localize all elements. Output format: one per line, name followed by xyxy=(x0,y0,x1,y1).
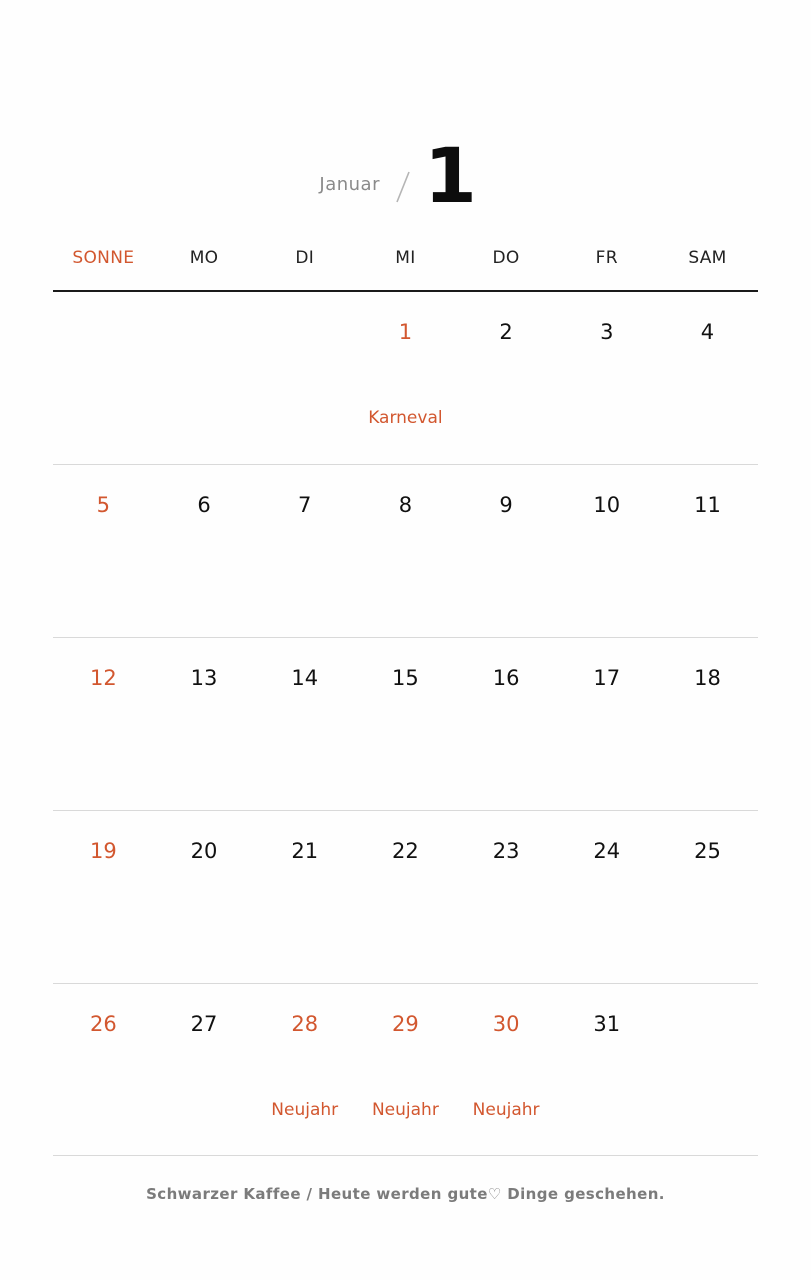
day-cell xyxy=(657,638,758,810)
day-cell xyxy=(53,984,154,1155)
day-cell xyxy=(456,638,557,810)
day-number: 29 xyxy=(392,1012,419,1036)
day-cell xyxy=(456,465,557,637)
day-cell xyxy=(556,292,657,464)
month-name: Januar xyxy=(319,174,380,195)
day-cell xyxy=(556,811,657,983)
day-cell xyxy=(456,984,557,1155)
day-cell xyxy=(254,465,355,637)
day-cell xyxy=(254,984,355,1155)
day-number: 19 xyxy=(89,839,117,863)
day-number: 20 xyxy=(190,839,218,863)
slash-separator xyxy=(395,170,411,204)
empty-day-cell xyxy=(53,292,154,464)
calendar-header xyxy=(0,131,811,220)
day-number: 15 xyxy=(392,666,419,690)
day-cell xyxy=(254,811,355,983)
day-number: 27 xyxy=(190,1012,218,1036)
day-number: 10 xyxy=(593,493,621,517)
day-number: 14 xyxy=(291,666,319,690)
weekday-friday: FR xyxy=(595,248,618,268)
footer-tagline: Schwarzer Kaffee / Heute werden gute♡ Dinge geschehen. xyxy=(146,1185,665,1203)
day-number: 18 xyxy=(694,666,721,690)
day-cell xyxy=(355,465,456,637)
day-number: 22 xyxy=(392,839,419,863)
week-row xyxy=(53,292,758,465)
day-cell xyxy=(53,638,154,810)
empty-day-cell xyxy=(657,984,758,1155)
day-number: 30 xyxy=(492,1012,520,1036)
day-number: 21 xyxy=(291,839,319,863)
day-number: 4 xyxy=(700,320,715,344)
day-number: 17 xyxy=(593,666,621,690)
day-number: 16 xyxy=(492,666,520,690)
day-cell xyxy=(355,292,456,464)
month-number: 1 xyxy=(424,131,477,220)
day-number: 7 xyxy=(298,493,312,517)
day-cell xyxy=(556,638,657,810)
day-cell xyxy=(53,465,154,637)
week-row xyxy=(53,638,758,811)
weekday-header-row xyxy=(53,240,758,276)
day-cell xyxy=(154,811,255,983)
day-cell xyxy=(154,638,255,810)
day-cell xyxy=(254,638,355,810)
day-number: 31 xyxy=(593,1012,621,1036)
day-cell xyxy=(355,811,456,983)
day-cell xyxy=(657,811,758,983)
day-number: 5 xyxy=(96,493,111,517)
empty-day-cell xyxy=(254,292,355,464)
day-number: 6 xyxy=(197,493,211,517)
day-number: 11 xyxy=(694,493,721,517)
day-number: 26 xyxy=(89,1012,117,1036)
day-cell xyxy=(456,811,557,983)
week-row xyxy=(53,465,758,638)
weekday-sunday: SONNE xyxy=(72,248,135,268)
day-number: 12 xyxy=(89,666,117,690)
day-number: 3 xyxy=(600,320,614,344)
weekday-thursday: DO xyxy=(492,248,520,268)
day-number: 23 xyxy=(492,839,520,863)
holiday-label: Karneval xyxy=(368,408,443,428)
day-cell xyxy=(657,465,758,637)
calendar-grid xyxy=(53,292,758,1156)
weekday-saturday: SAM xyxy=(688,248,727,268)
day-cell xyxy=(154,465,255,637)
day-number: 1 xyxy=(398,320,413,344)
day-cell xyxy=(355,984,456,1155)
day-number: 13 xyxy=(190,666,218,690)
day-number: 9 xyxy=(499,493,513,517)
weekday-wednesday: MI xyxy=(395,248,416,268)
day-number: 2 xyxy=(499,320,513,344)
day-cell xyxy=(355,638,456,810)
holiday-label: Neujahr xyxy=(371,1100,439,1120)
day-number: 24 xyxy=(593,839,621,863)
week-row xyxy=(53,811,758,984)
day-number: 8 xyxy=(398,493,413,517)
empty-day-cell xyxy=(154,292,255,464)
weekday-monday: MO xyxy=(189,248,219,268)
holiday-label: Neujahr xyxy=(472,1100,540,1120)
day-cell xyxy=(154,984,255,1155)
week-row xyxy=(53,984,758,1156)
day-cell xyxy=(53,811,154,983)
day-cell xyxy=(657,292,758,464)
holiday-label: Neujahr xyxy=(271,1100,339,1120)
day-cell xyxy=(456,292,557,464)
day-number: 28 xyxy=(291,1012,319,1036)
weekday-tuesday: DI xyxy=(295,248,315,268)
day-cell xyxy=(556,984,657,1155)
day-cell xyxy=(556,465,657,637)
day-number: 25 xyxy=(694,839,721,863)
